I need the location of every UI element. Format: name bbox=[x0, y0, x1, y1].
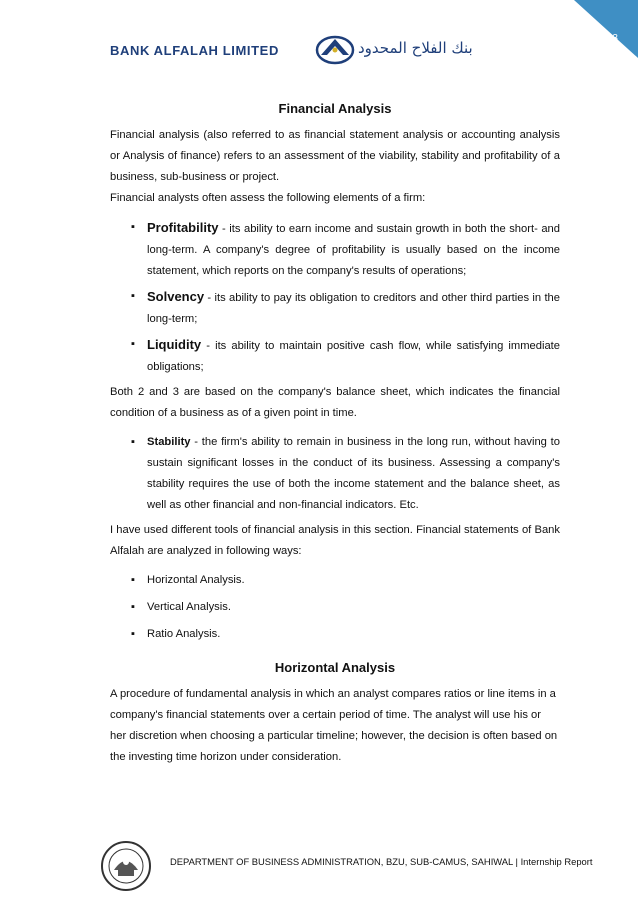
bullet-icon: ▪ bbox=[131, 601, 135, 613]
balance-sheet-note: Both 2 and 3 are based on the company's balance sheet, which indicates the financial condition of a business as of a given point in time. bbox=[110, 386, 560, 419]
horizontal-analysis-heading: Horizontal Analysis bbox=[274, 660, 396, 675]
footer-text: DEPARTMENT OF BUSINESS ADMINISTRATION, BZU, SUB-CAMUS, SAHIWAL | Internship Report bbox=[170, 856, 593, 867]
list-item-profitability bbox=[110, 217, 560, 282]
elements-intro: Financial analysts often assess the following elements of a firm: bbox=[110, 192, 426, 204]
bank-name-english: BANK ALFALAH LIMITED bbox=[110, 43, 279, 58]
page-number: 33 bbox=[606, 33, 618, 44]
tools-list bbox=[110, 570, 560, 645]
bullet-icon: ▪ bbox=[131, 221, 135, 233]
stability-list bbox=[110, 432, 560, 516]
tool-label: Horizontal Analysis. bbox=[147, 574, 245, 586]
horizontal-analysis-text: A procedure of fundamental analysis in which an analyst compares ratios or line items in a company's financial statements over a certain period of time. The analyst will use his or her discretion when choosing a particular timeline; however, the decision is often based on the investing time horizon under consideration. bbox=[110, 688, 558, 763]
page-corner-tab bbox=[574, 0, 638, 58]
solvency-text: - its ability to pay its obligation to creditors and other third parties in the long-term; bbox=[147, 292, 560, 325]
elements-list bbox=[110, 217, 560, 378]
bank-header bbox=[110, 35, 580, 65]
tool-label: Vertical Analysis. bbox=[147, 601, 231, 613]
bullet-icon: ▪ bbox=[131, 574, 135, 586]
bullet-icon: ▪ bbox=[131, 290, 135, 302]
university-seal-icon bbox=[100, 840, 152, 892]
liquidity-text: - its ability to maintain positive cash flow, while satisfying immediate obligations; bbox=[147, 340, 560, 373]
stability-text: - the firm's ability to remain in business in the long run, without having to sustain significant losses in the conduct of its business. Assessing a company's stability requires the use of both the income statement and the balance sheet, as well as other financial and non-financial indicators. Etc. bbox=[147, 436, 560, 511]
tool-label: Ratio Analysis. bbox=[147, 628, 221, 640]
tools-intro: I have used different tools of financial analysis in this section. Financial statements of Bank Alfalah are analyzed in following ways: bbox=[110, 524, 560, 557]
list-item-tool bbox=[110, 624, 560, 645]
term-liquidity: Liquidity bbox=[147, 337, 202, 352]
financial-analysis-intro: Financial analysis (also referred to as financial statement analysis or accounting analysis or Analysis of finance) refers to an assessment of the viability, stability and profitability of a business, sub-business or project. bbox=[110, 129, 560, 183]
list-item-liquidity bbox=[110, 334, 560, 378]
term-solvency: Solvency bbox=[147, 289, 205, 304]
list-item-stability bbox=[110, 432, 560, 516]
term-profitability: Profitability bbox=[147, 220, 219, 235]
document-body bbox=[110, 100, 560, 768]
financial-analysis-heading: Financial Analysis bbox=[278, 101, 392, 116]
bullet-icon: ▪ bbox=[131, 436, 135, 448]
list-item-tool bbox=[110, 570, 560, 591]
bullet-icon: ▪ bbox=[131, 628, 135, 640]
bank-name-arabic: بنك الفلاح المحدود bbox=[358, 39, 473, 57]
list-item-tool bbox=[110, 597, 560, 618]
page-footer bbox=[100, 845, 600, 885]
bullet-icon: ▪ bbox=[131, 338, 135, 350]
list-item-solvency bbox=[110, 286, 560, 330]
bank-alfalah-logo-icon bbox=[315, 35, 355, 65]
profitability-text: - its ability to earn income and sustain growth in both the short- and long-term. A company's degree of profitability is usually based on the income statement, which reports on the company's results of operations; bbox=[147, 223, 560, 277]
term-stability: Stability bbox=[147, 436, 191, 448]
